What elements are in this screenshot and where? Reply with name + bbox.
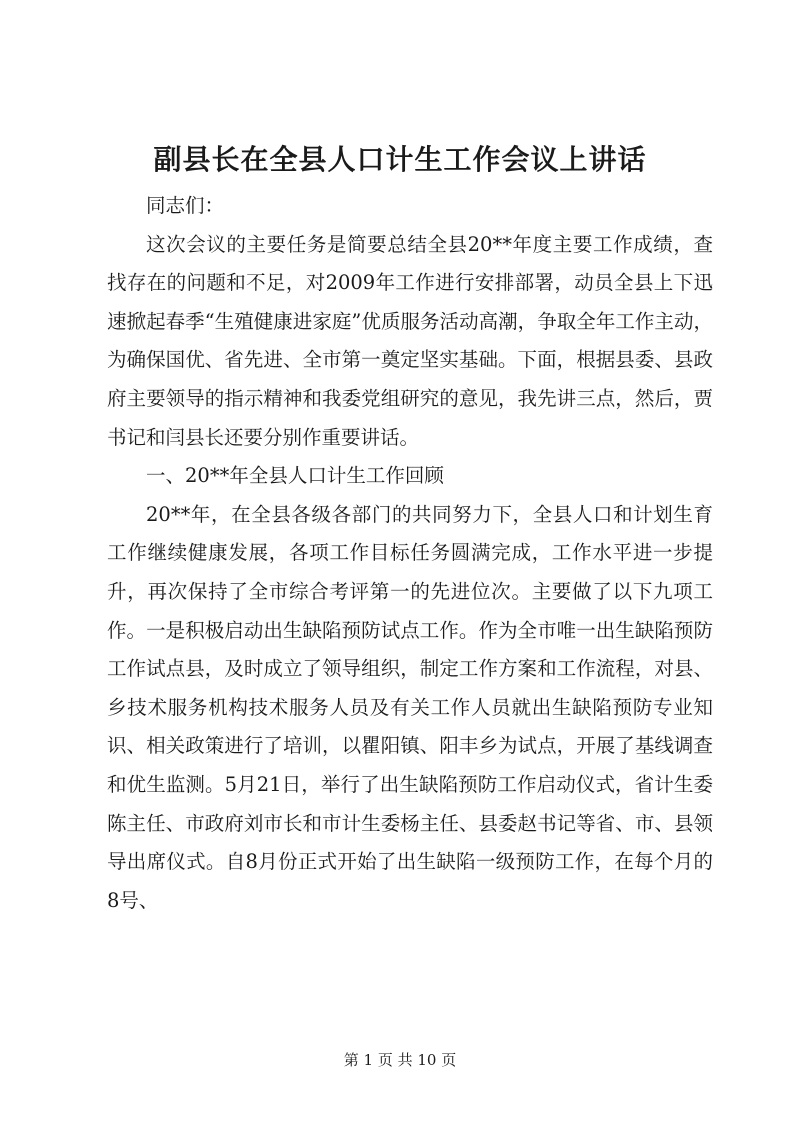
paragraph-intro: 这次会议的主要任务是简要总结全县20**年度主要工作成绩，查找存在的问题和不足，对2009年工作进行安排部署，动员全县上下迅速掀起春季“生殖健康进家庭”优质服务活动高潮，争取全年工作主动，为确保国优、省先进、全市第一奠定坚实基础。下面，根据县委、县政府主要领导的指示精神和我委党组研究的意见，我先讲三点，然后，贾书记和闫县长还要分别作重要讲话。 bbox=[107, 232, 713, 449]
section-heading: 一、20**年全县人口计生工作回顾 bbox=[146, 464, 444, 488]
document-title: 副县长在全县人口计生工作会议上讲话 bbox=[153, 143, 647, 176]
salutation: 同志们： bbox=[146, 194, 225, 217]
document-body bbox=[107, 187, 713, 920]
paragraph-review: 20**年，在全县各级各部门的共同努力下，全县人口和计划生育工作继续健康发展，各项工作目标任务圆满完成，工作水平进一步提升，再次保持了全市综合考评第一的先进位次。主要做了以下九项工作。一是积极启动出生缺陷预防试点工作。作为全市唯一出生缺陷预防工作试点县，及时成立了领导组织，制定工作方案和工作流程，对县、乡技术服务机构技术服务人员及有关工作人员就出生缺陷预防专业知识、相关政策进行了培训，以瞿阳镇、阳丰乡为试点，开展了基线调查和优生监测。5月21日，举行了出生缺陷预防工作启动仪式，省计生委陈主任、市政府刘市长和市计生委杨主任、县委赵书记等省、市、县领导出席仪式。自8月份正式开始了出生缺陷一级预防工作，在每个月的8号、 bbox=[107, 502, 713, 912]
page-footer: 第 1 页 共 10 页 bbox=[343, 1051, 457, 1069]
